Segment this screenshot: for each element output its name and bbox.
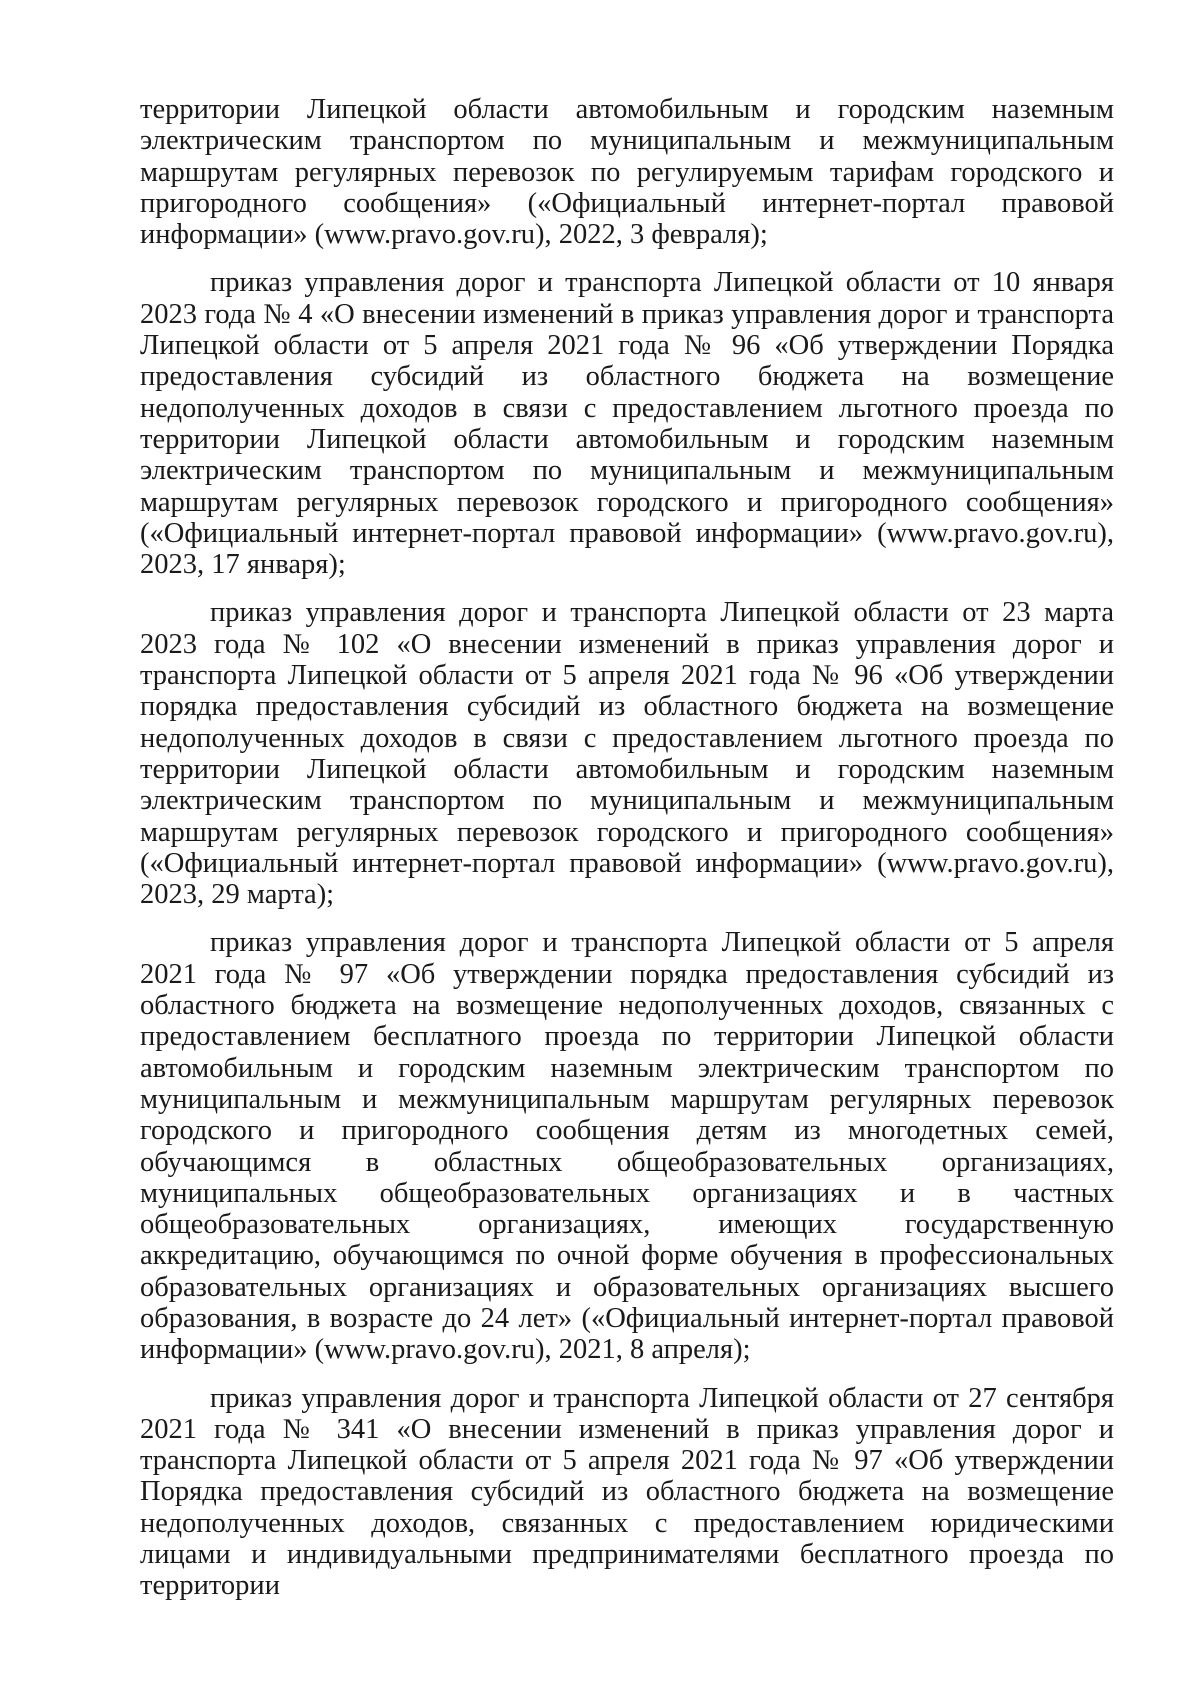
paragraph-order-2021-97: приказ управления дорог и транспорта Липецкой области от 5 апреля 2021 года № 97 «Об утверждении порядка предоставления субсидий из областного бюджета на возмещение недополученных доходов, связанных с предоставлением бесплатного проезда по территории Липецкой области автомобильным и городским наземным электрическим транспортом по муниципальным и межмуниципальным маршрутам регулярных перевозок городского и пригородного сообщения детям из многодетных семей, обучающимся в областных общеобразовательных организациях, муниципальных общеобразовательных организациях и в частных общеобразовательных организациях, имеющих государственную аккредитацию, обучающимся по очной форме обучения в профессиональных образовательных организациях и образовательных организациях высшего образования, в возрасте до 24 лет» («Официальный интернет-портал правовой информации» (www.pravo.gov.ru), 2021, 8 апреля); — [140, 927, 1114, 1366]
document-body — [140, 94, 1114, 1619]
paragraph-continuation: территории Липецкой области автомобильным и городским наземным электрическим транспортом по муниципальным и межмуниципальным маршрутам регулярных перевозок по регулируемым тарифам городского и пригородного сообщения» («Официальный интернет-портал правовой информации» (www.pravo.gov.ru), 2022, 3 февраля); — [140, 94, 1114, 251]
paragraph-order-2023-4: приказ управления дорог и транспорта Липецкой области от 10 января 2023 года № 4 «О внесении изменений в приказ управления дорог и транспорта Липецкой области от 5 апреля 2021 года № 96 «Об утверждении Порядка предоставления субсидий из областного бюджета на возмещение недополученных доходов в связи с предоставлением льготного проезда по территории Липецкой области автомобильным и городским наземным электрическим транспортом по муниципальным и межмуниципальным маршрутам регулярных перевозок городского и пригородного сообщения» («Официальный интернет-портал правовой информации» (www.pravo.gov.ru), 2023, 17 января); — [140, 267, 1114, 581]
paragraph-order-2021-341: приказ управления дорог и транспорта Липецкой области от 27 сентября 2021 года № 341 «О внесении изменений в приказ управления дорог и транспорта Липецкой области от 5 апреля 2021 года № 97 «Об утверждении Порядка предоставления субсидий из областного бюджета на возмещение недополученных доходов, связанных с предоставлением юридическими лицами и индивидуальными предпринимателями бесплатного проезда по территории — [140, 1382, 1114, 1602]
paragraph-order-2023-102: приказ управления дорог и транспорта Липецкой области от 23 марта 2023 года № 102 «О внесении изменений в приказ управления дорог и транспорта Липецкой области от 5 апреля 2021 года № 96 «Об утверждении порядка предоставления субсидий из областного бюджета на возмещение недополученных доходов в связи с предоставлением льготного проезда по территории Липецкой области автомобильным и городским наземным электрическим транспортом по муниципальным и межмуниципальным маршрутам регулярных перевозок городского и пригородного сообщения» («Официальный интернет-портал правовой информации» (www.pravo.gov.ru), 2023, 29 марта); — [140, 597, 1114, 911]
